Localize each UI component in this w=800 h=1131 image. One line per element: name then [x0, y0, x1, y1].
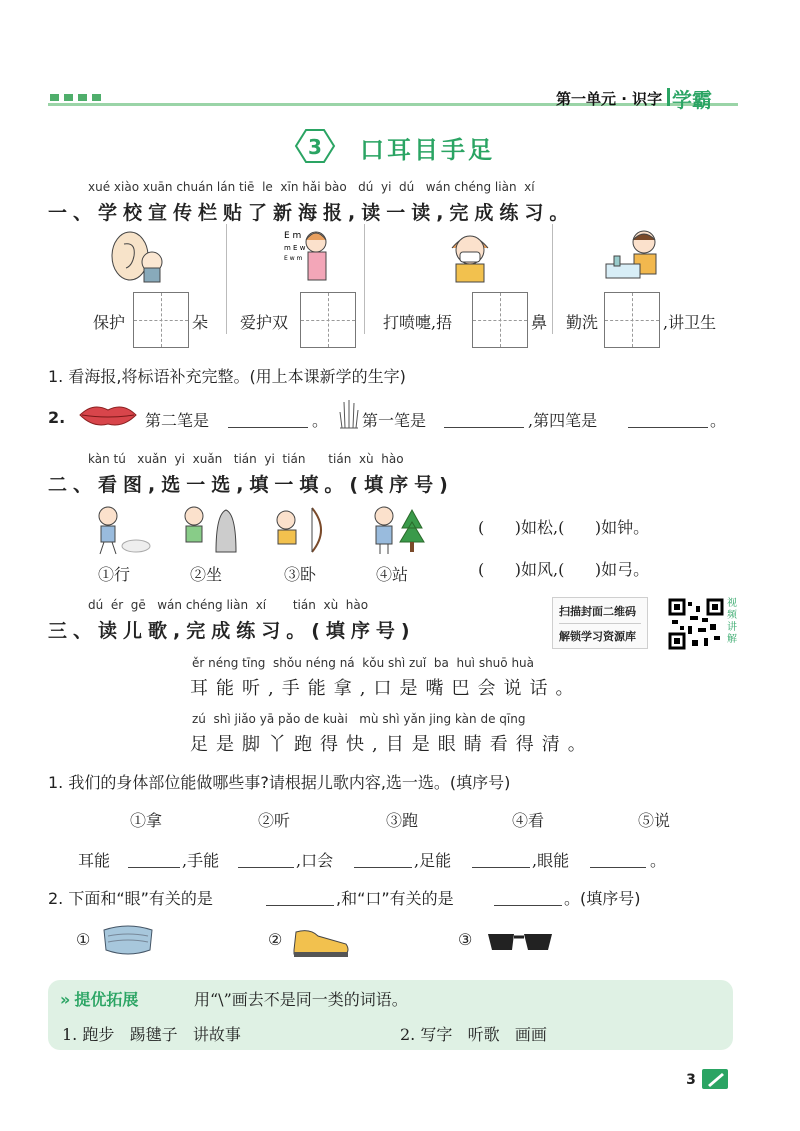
slogan-3-before: 打喷嚏,捂 [383, 313, 453, 332]
page-number-badge [680, 1067, 730, 1091]
choice-5: ⑤说 [638, 811, 671, 830]
section3-pinyin: dú ér gē wán chéng liàn xí tián xù hào [88, 598, 369, 612]
header-decoration [50, 94, 101, 101]
section1-question-2-number: 2. [48, 408, 66, 427]
choice-2: ②听 [258, 811, 291, 830]
answer-box-3[interactable] [472, 292, 528, 348]
fill-line-2[interactable]: ( )如风,( )如弓。 [478, 560, 650, 579]
slogan-1-after: 朵 [192, 313, 209, 332]
answer-blank-hand-stroke-4[interactable] [628, 412, 708, 428]
page-number: 3 [686, 1072, 696, 1088]
q2-stroke-label-2: 第一笔是 [362, 411, 427, 430]
sunglasses-icon [484, 928, 556, 956]
extension-item-1: 1. 跑步 踢毽子 讲故事 [62, 1025, 241, 1044]
answer-blank-hand-stroke-1[interactable] [444, 412, 524, 428]
brand-logo: 学霸 [672, 88, 712, 112]
face-mask-icon [100, 922, 156, 958]
posture-option-4: ④站 [376, 565, 409, 584]
answer-blank-eye-related[interactable] [266, 890, 334, 906]
choice-4: ④看 [512, 811, 545, 830]
standing-boy-pine-illustration [368, 504, 428, 556]
pic-label-3: ③ [458, 930, 473, 949]
qr-code[interactable] [668, 598, 724, 650]
fill-hand-label: ,手能 [182, 851, 220, 870]
section1-title: 一、学校宣传栏贴了新海报,读一读,完成练习。 [48, 202, 575, 224]
section2-pinyin: kàn tú xuǎn yi xuǎn tián yi tián tián xù hào [88, 452, 404, 466]
walking-boy-illustration [92, 504, 154, 556]
section3-title: 三、读儿歌,完成练习。(填序号) [48, 620, 416, 642]
answer-blank-hand[interactable] [238, 852, 294, 868]
slogan-1-before: 保护 [93, 313, 126, 332]
pic-label-1: ① [76, 930, 91, 949]
choice-1: ①拿 [130, 811, 163, 830]
ear-care-illustration [106, 228, 170, 284]
eye-chart-girl-illustration [282, 226, 332, 284]
svg-text:E m: E m [284, 231, 302, 241]
posture-option-1: ①行 [98, 565, 131, 584]
unit-title: 第一单元 · 识字 [556, 90, 663, 108]
handwash-illustration [602, 228, 664, 284]
q2-separator: 。 [312, 411, 329, 430]
answer-blank-ear[interactable] [128, 852, 180, 868]
pic-label-2: ② [268, 930, 283, 949]
fill-end: 。 [650, 851, 667, 870]
lesson-title: 口耳目手足 [360, 136, 495, 164]
scan-promo-box[interactable] [552, 597, 648, 649]
choice-3: ③跑 [386, 811, 419, 830]
poem-line-1: 耳能听,手能拿,口是嘴巴会说话。 [190, 678, 582, 699]
svg-text:E w m: E w m [284, 255, 303, 262]
hand-icon [336, 398, 362, 430]
answer-blank-eye[interactable] [590, 852, 646, 868]
poem-pinyin-2: zú shì jiǎo yā pǎo de kuài mù shì yǎn jing kàn de qīng [192, 712, 526, 726]
scan-text-2: 解锁学习资源库 [559, 623, 641, 644]
section3-question-2-part3: 。(填序号) [564, 889, 641, 908]
section3-question-2-part1: 2. 下面和“眼”有关的是 [48, 889, 213, 908]
extension-tag: » 提优拓展 [60, 990, 139, 1009]
sitting-boy-bell-illustration [180, 504, 240, 556]
slogan-3-after: 鼻 [531, 313, 548, 332]
answer-box-4[interactable] [604, 292, 660, 348]
answer-blank-mouth[interactable] [354, 852, 412, 868]
q2-end: 。 [710, 411, 727, 430]
lesson-number: 3 [308, 135, 322, 159]
q2-stroke-label-1: 第二笔是 [145, 411, 210, 430]
lips-icon [78, 402, 138, 428]
fill-eye-label: ,眼能 [532, 851, 570, 870]
posture-option-2: ②坐 [190, 565, 223, 584]
fill-foot-label: ,足能 [414, 851, 452, 870]
extension-instruction: 用“\”画去不是同一类的词语。 [194, 990, 408, 1009]
poem-pinyin-1: ěr néng tīng shǒu néng ná kǒu shì zuǐ ba huì shuō huà [192, 656, 535, 670]
answer-box-1[interactable] [133, 292, 189, 348]
section1-pinyin: xué xiào xuān chuán lán tiē le xīn hǎi bào dú yi dú wán chéng liàn xí [88, 180, 535, 194]
q2-stroke-label-3: ,第四笔是 [528, 411, 598, 430]
lesson-number-badge [294, 128, 336, 164]
fill-mouth-label: ,口会 [296, 851, 334, 870]
sneaker-icon [290, 920, 352, 960]
section3-question-1: 1. 我们的身体部位能做哪些事?请根据儿歌内容,选一选。(填序号) [48, 773, 511, 792]
poem-line-2: 足是脚丫跑得快,目是眼睛看得清。 [190, 734, 594, 755]
scan-text-1: 扫描封面二维码 [559, 605, 636, 618]
fill-line-1[interactable]: ( )如松,( )如钟。 [478, 518, 650, 537]
section3-question-2-part2: ,和“口”有关的是 [336, 889, 454, 908]
extension-item-2: 2. 写字 听歌 画画 [400, 1025, 547, 1044]
sneeze-girl-illustration [446, 228, 494, 284]
lying-bow-illustration [272, 504, 332, 556]
answer-blank-mouth-related[interactable] [494, 890, 562, 906]
double-arrow-icon: » [60, 990, 71, 1009]
answer-blank-foot[interactable] [472, 852, 530, 868]
slogan-2-before: 爱护双 [240, 313, 289, 332]
slogan-4-after: ,讲卫生 [663, 313, 717, 332]
section1-question-1: 1. 看海报,将标语补充完整。(用上本课新学的生字) [48, 367, 406, 386]
svg-text:m E w: m E w [284, 244, 306, 252]
answer-blank-mouth-stroke[interactable] [228, 412, 308, 428]
video-explain-label: 视频讲解 [727, 598, 737, 645]
fill-ear-label: 耳能 [78, 851, 111, 870]
posture-option-3: ③卧 [284, 565, 317, 584]
header-divider [667, 88, 670, 106]
answer-box-2[interactable] [300, 292, 356, 348]
section2-title: 二、看图,选一选,填一填。(填序号) [48, 474, 454, 496]
slogan-4-before: 勤洗 [566, 313, 599, 332]
